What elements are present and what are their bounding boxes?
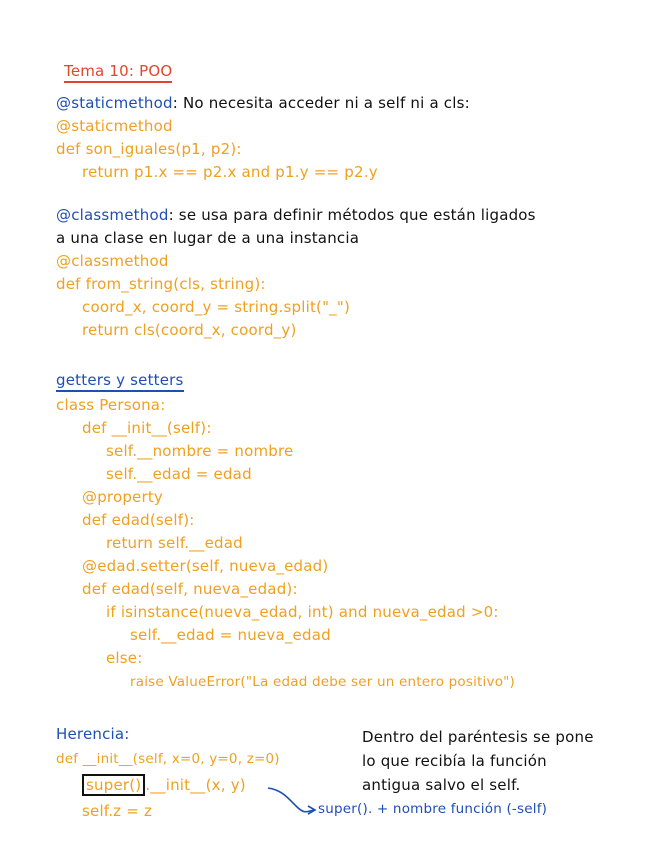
herencia-note-line-2: lo que recibía la función	[362, 752, 547, 770]
property-decorator: @property	[82, 488, 164, 506]
edad-setter-assign: self.__edad = nueva_edad	[130, 626, 331, 644]
class-persona-line: class Persona:	[56, 396, 166, 414]
staticmethod-description: : No necesita acceder ni a self ni a cls:	[172, 94, 470, 112]
staticmethod-label: @staticmethod	[56, 94, 173, 112]
init-def: def __init__(self):	[82, 419, 212, 437]
classmethod-label: @classmethod	[56, 206, 169, 224]
son-iguales-return: return p1.x == p2.x and p1.y == p2.y	[82, 163, 378, 181]
classmethod-description-1: : se usa para definir métodos que están ligados	[168, 206, 536, 224]
herencia-heading: Herencia:	[56, 725, 130, 743]
raise-valueerror-line: raise ValueError("La edad debe ser un entero positivo")	[130, 674, 516, 690]
staticmethod-decorator: @staticmethod	[56, 117, 173, 135]
coord-split-line: coord_x, coord_y = string.split("_")	[82, 298, 351, 316]
son-iguales-def: def son_iguales(p1, p2):	[56, 140, 242, 158]
edad-getter-def: def edad(self):	[82, 511, 195, 529]
edad-assign: self.__edad = edad	[106, 465, 252, 483]
classmethod-description-2: a una clase en lugar de a una instancia	[56, 229, 360, 247]
herencia-init-def: def __init__(self, x=0, y=0, z=0)	[56, 751, 280, 767]
classmethod-decorator: @classmethod	[56, 252, 169, 270]
edad-getter-return: return self.__edad	[106, 534, 243, 552]
from-string-def: def from_string(cls, string):	[56, 275, 266, 293]
nombre-assign: self.__nombre = nombre	[106, 442, 294, 460]
self-z-assign: self.z = z	[82, 802, 153, 820]
edad-setter-decorator: @edad.setter(self, nueva_edad)	[82, 557, 329, 575]
page-title: Tema 10: POO	[64, 62, 172, 80]
isinstance-check: if isinstance(nueva_edad, int) and nueva_edad >0:	[106, 603, 499, 621]
edad-setter-def: def edad(self, nueva_edad):	[82, 580, 298, 598]
getters-setters-heading: getters y setters	[56, 371, 184, 389]
super-init-rest: .__init__(x, y)	[145, 776, 246, 794]
from-string-return: return cls(coord_x, coord_y)	[82, 321, 297, 339]
super-arrow-note: super(). + nombre función (-self)	[318, 801, 548, 817]
herencia-note-line-3: antigua salvo el self.	[362, 776, 521, 794]
else-line: else:	[106, 649, 143, 667]
herencia-note-line-1: Dentro del paréntesis se pone	[362, 728, 594, 746]
super-keyword-box: super()	[82, 774, 145, 796]
